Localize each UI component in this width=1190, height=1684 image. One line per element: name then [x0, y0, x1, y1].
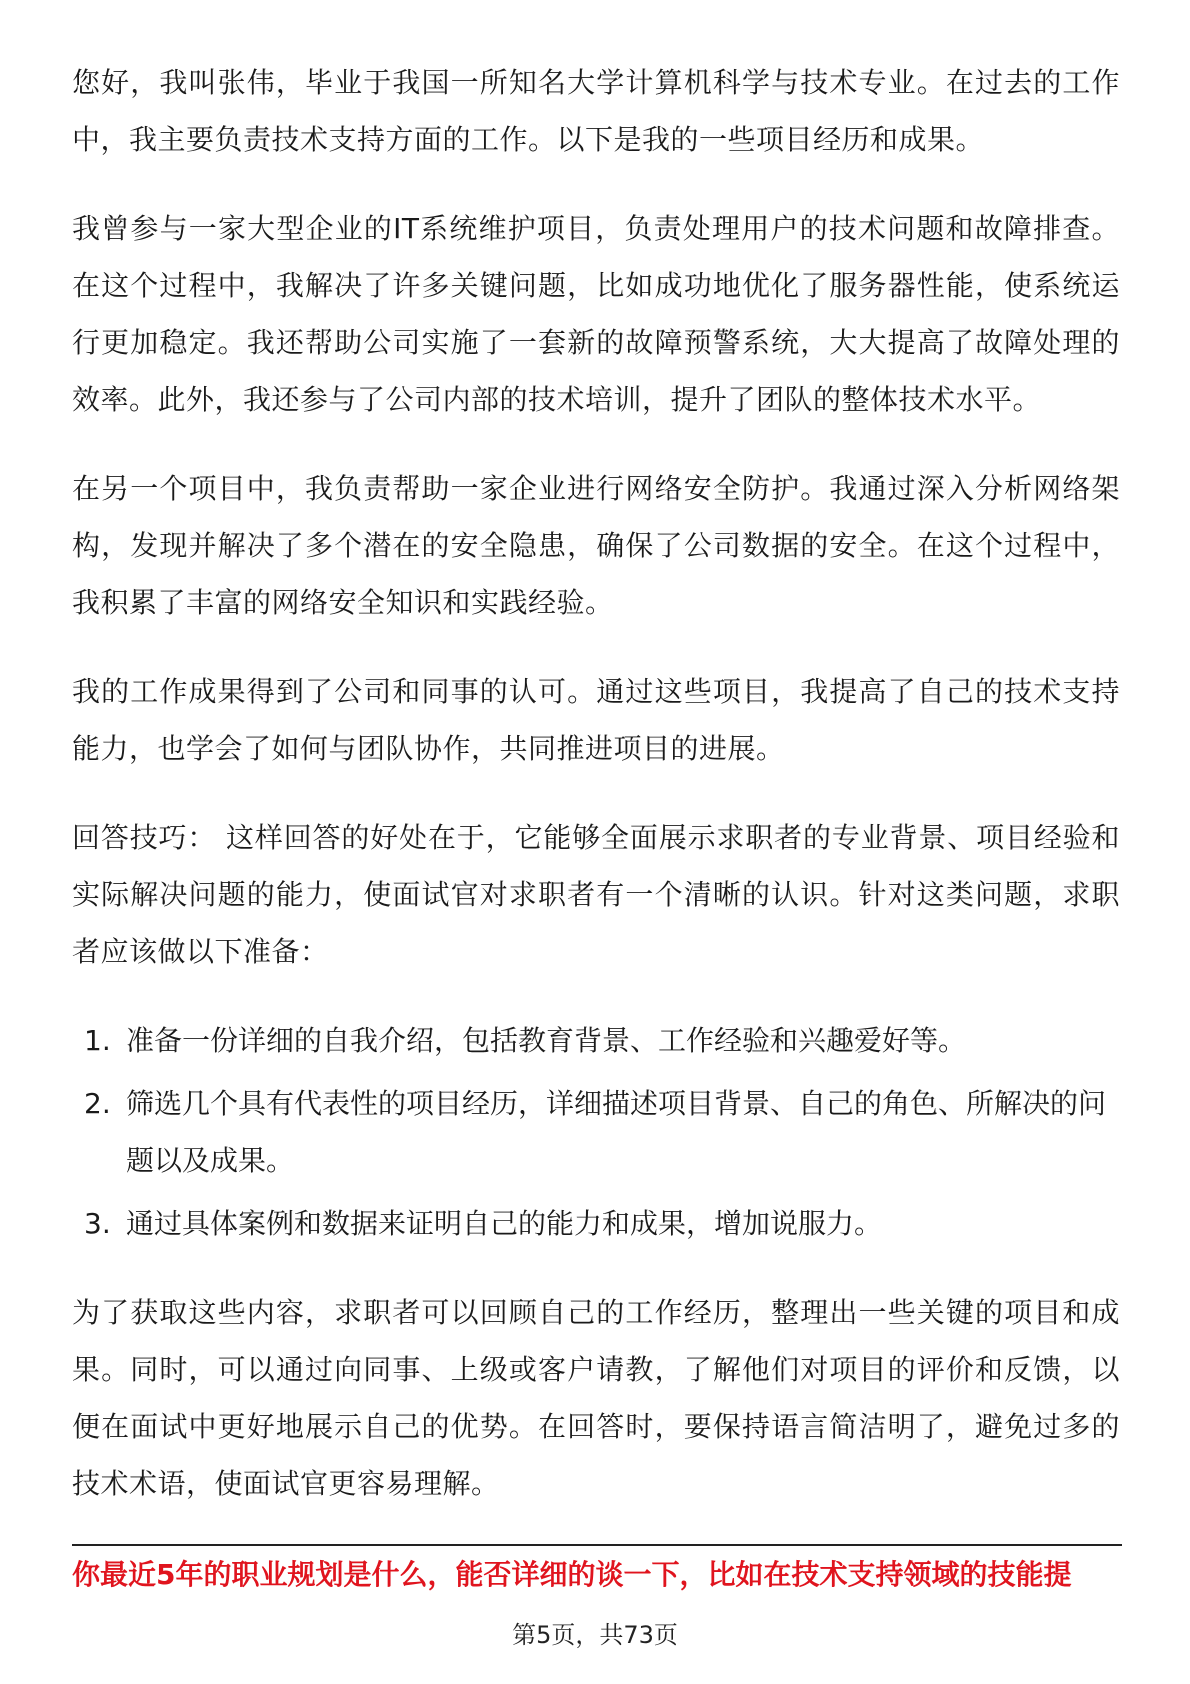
preparation-list — [72, 1012, 1120, 1252]
project-paragraph-2: 在另一个项目中，我负责帮助一家企业进行网络安全防护。我通过深入分析网络架构，发现并解决了多个潜在的安全隐患，确保了公司数据的安全。在这个过程中，我积累了丰富的网络安全知识和实践经验。 — [72, 472, 1120, 619]
list-item — [72, 1195, 1120, 1252]
achievement-paragraph: 我的工作成果得到了公司和同事的认可。通过这些项目，我提高了自己的技术支持能力，也学会了如何与团队协作，共同推进项目的进展。 — [72, 675, 1120, 765]
list-item-text: 通过具体案例和数据来证明自己的能力和成果，增加说服力。 — [126, 1207, 883, 1240]
list-number: 2. — [84, 1087, 111, 1120]
page-number-footer: 第5页，共73页 — [512, 1621, 678, 1649]
list-number: 1. — [84, 1024, 111, 1057]
intro-paragraph: 您好，我叫张伟，毕业于我国一所知名大学计算机科学与技术专业。在过去的工作中，我主要负责技术支持方面的工作。以下是我的一些项目经历和成果。 — [72, 66, 1120, 156]
project-paragraph-1: 我曾参与一家大型企业的IT系统维护项目，负责处理用户的技术问题和故障排查。在这个过程中，我解决了许多关键问题，比如成功地优化了服务器性能，使系统运行更加稳定。我还帮助公司实施了一套新的故障预警系统，大大提高了故障处理的效率。此外，我还参与了公司内部的技术培训，提升了团队的整体技术水平。 — [72, 212, 1120, 416]
section-divider — [72, 1544, 1122, 1546]
list-item — [72, 1075, 1120, 1189]
closing-paragraph: 为了获取这些内容，求职者可以回顾自己的工作经历，整理出一些关键的项目和成果。同时，可以通过向同事、上级或客户请教，了解他们对项目的评价和反馈，以便在面试中更好地展示自己的优势。在回答时，要保持语言简洁明了，避免过多的技术术语，使面试官更容易理解。 — [72, 1296, 1120, 1500]
list-item-text: 准备一份详细的自我介绍，包括教育背景、工作经验和兴趣爱好等。 — [126, 1024, 967, 1057]
list-item — [72, 1012, 1120, 1069]
list-number: 3. — [84, 1207, 111, 1240]
list-item-text: 筛选几个具有代表性的项目经历，详细描述项目背景、自己的角色、所解决的问题以及成果。 — [126, 1087, 1107, 1177]
next-question-heading: 你最近5年的职业规划是什么，能否详细的谈一下，比如在技术支持领域的技能提 — [72, 1558, 1072, 1591]
document-body — [72, 54, 1120, 1544]
answer-tips-paragraph: 回答技巧： 这样回答的好处在于，它能够全面展示求职者的专业背景、项目经验和实际解决问题的能力，使面试官对求职者有一个清晰的认识。针对这类问题，求职者应该做以下准备： — [72, 821, 1120, 968]
